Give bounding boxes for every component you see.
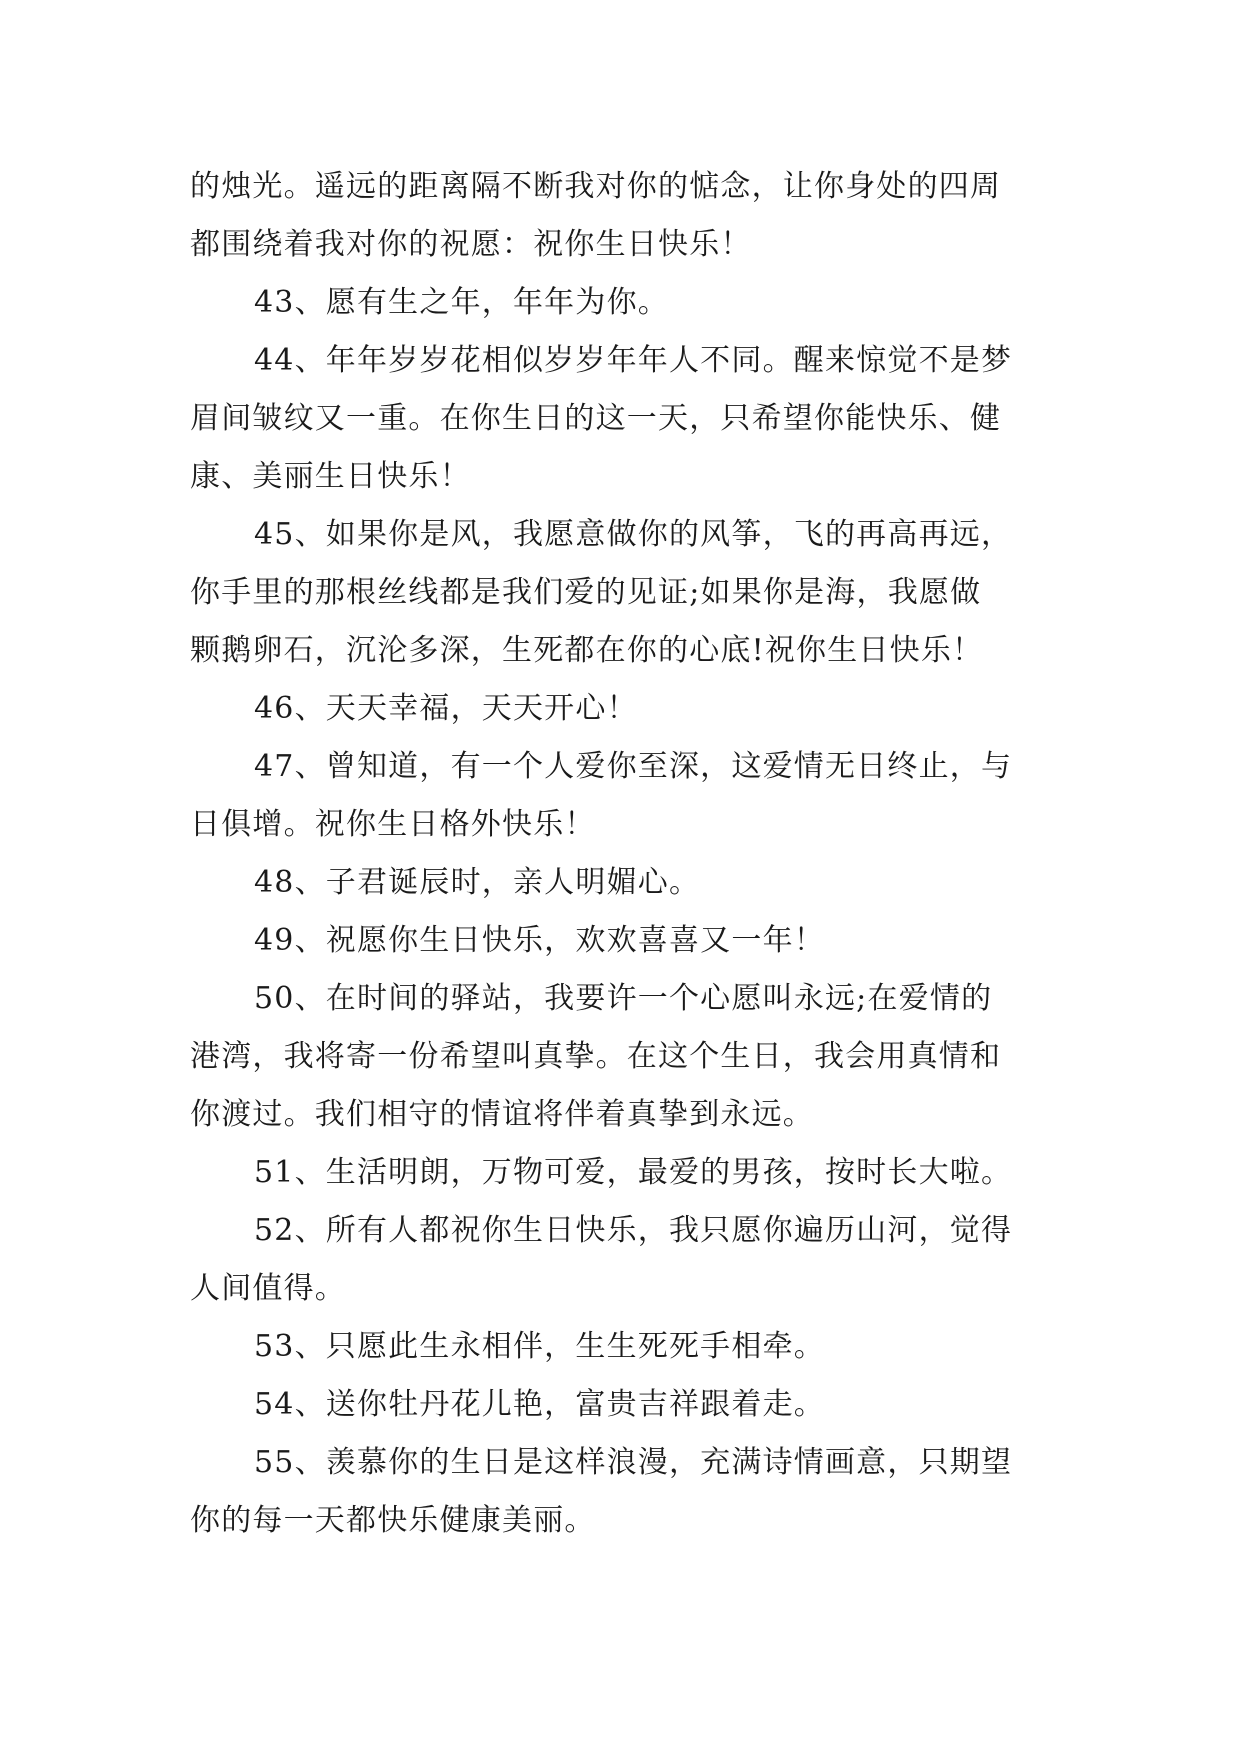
text-line: 55、羡慕你的生日是这样浪漫，充满诗情画意，只期望 <box>254 1445 1013 1480</box>
text-line: 都围绕着我对你的祝愿：祝你生日快乐！ <box>190 227 752 262</box>
text-line: 46、天天幸福，天天开心！ <box>254 691 638 726</box>
text-line: 45、如果你是风，我愿意做你的风筝，飞的再高再远， <box>254 517 1013 552</box>
text-line: 44、年年岁岁花相似岁岁年年人不同。醒来惊觉不是梦 <box>254 343 1013 378</box>
text-line: 你的每一天都快乐健康美丽。 <box>190 1503 596 1538</box>
text-line: 50、在时间的驿站，我要许一个心愿叫永远;在爱情的 <box>254 981 993 1016</box>
document-body <box>190 158 1070 1550</box>
text-line: 日俱增。祝你生日格外快乐！ <box>190 807 596 842</box>
text-line: 你渡过。我们相守的情谊将伴着真挚到永远。 <box>190 1097 814 1132</box>
text-line: 人间值得。 <box>190 1271 346 1306</box>
text-line: 眉间皱纹又一重。在你生日的这一天，只希望你能快乐、健 <box>190 401 1002 436</box>
text-line: 48、子君诞辰时，亲人明媚心。 <box>254 865 701 900</box>
text-line: 53、只愿此生永相伴，生生死死手相牵。 <box>254 1329 825 1364</box>
text-line: 的烛光。遥远的距离隔不断我对你的惦念，让你身处的四周 <box>190 169 1002 204</box>
text-line: 54、送你牡丹花儿艳，富贵吉祥跟着走。 <box>254 1387 825 1422</box>
text-line: 49、祝愿你生日快乐，欢欢喜喜又一年！ <box>254 923 825 958</box>
text-line: 52、所有人都祝你生日快乐，我只愿你遍历山河，觉得 <box>254 1213 1013 1248</box>
text-line: 颗鹅卵石，沉沦多深，生死都在你的心底!祝你生日快乐！ <box>190 633 984 668</box>
text-line: 51、生活明朗，万物可爱，最爱的男孩，按时长大啦。 <box>254 1155 1013 1190</box>
text-line: 43、愿有生之年，年年为你。 <box>254 285 669 320</box>
text-line: 康、美丽生日快乐！ <box>190 459 471 494</box>
text-line: 港湾，我将寄一份希望叫真挚。在这个生日，我会用真情和 <box>190 1039 1002 1074</box>
text-line: 你手里的那根丝线都是我们爱的见证;如果你是海，我愿做 <box>190 575 982 610</box>
text-line: 47、曾知道，有一个人爱你至深，这爱情无日终止，与 <box>254 749 1013 784</box>
